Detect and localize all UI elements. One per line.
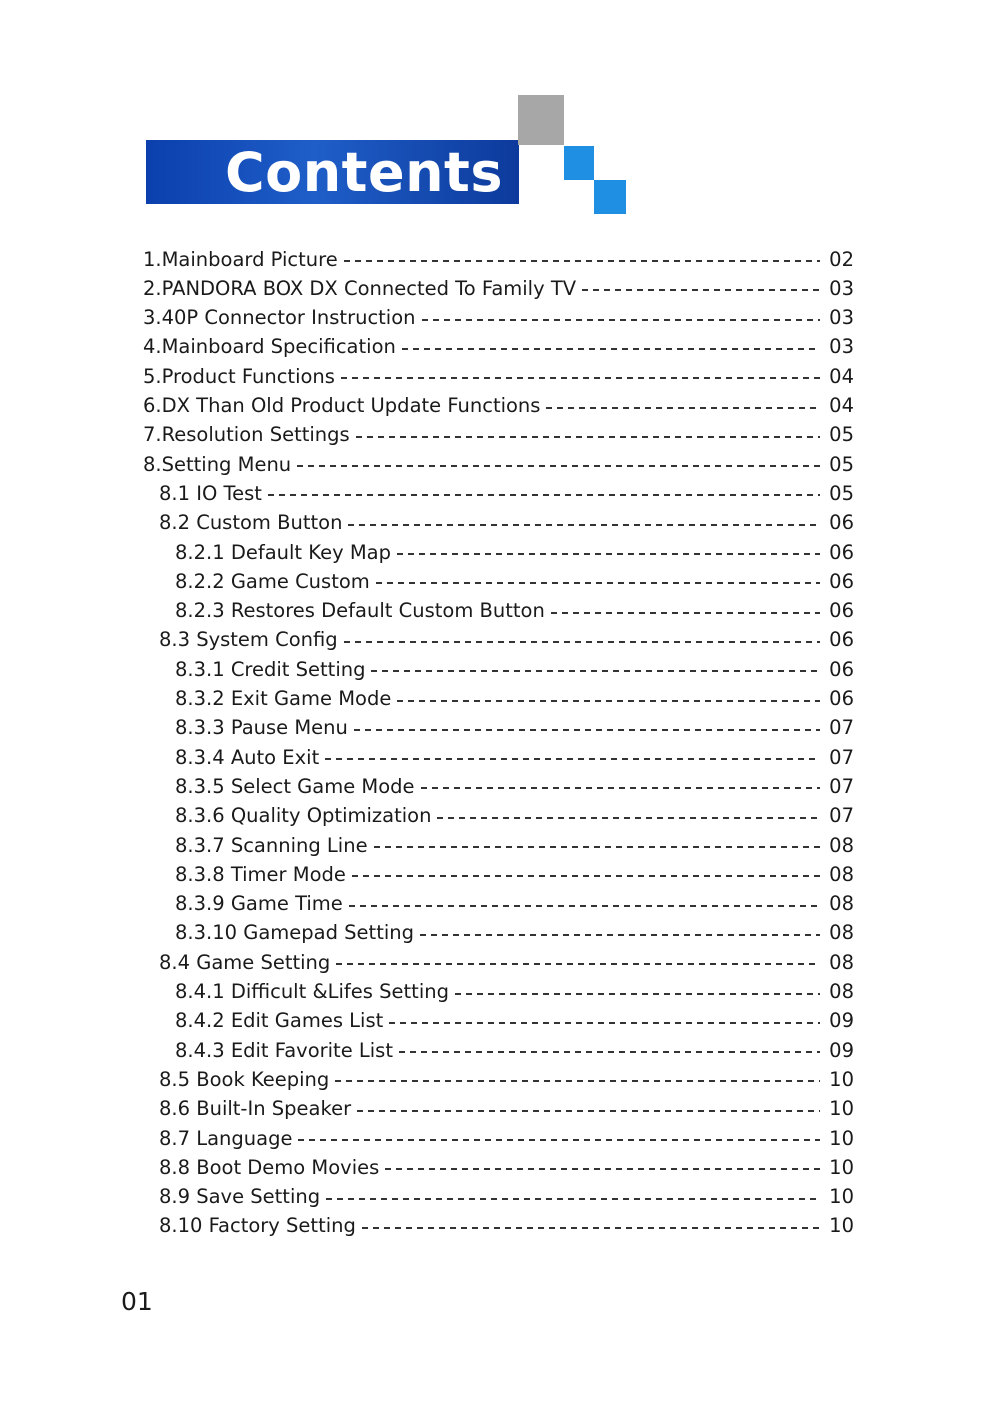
toc-dot-leader <box>402 348 820 350</box>
toc-entry[interactable] <box>0 830 1000 860</box>
toc-entry-label: 8.3.5 Select Game Mode <box>175 774 415 798</box>
toc-dot-leader <box>348 524 820 526</box>
toc-entry[interactable] <box>0 244 1000 274</box>
toc-entry[interactable] <box>0 1006 1000 1036</box>
toc-dot-leader <box>420 934 820 936</box>
toc-entry[interactable] <box>0 1211 1000 1241</box>
toc-entry-page: 10 <box>829 1126 854 1150</box>
toc-entry-label: 8.4.3 Edit Favorite List <box>175 1038 393 1062</box>
toc-entry-page: 09 <box>829 1038 854 1062</box>
toc-entry[interactable] <box>0 947 1000 977</box>
toc-entry-label: 8.4.2 Edit Games List <box>175 1009 384 1033</box>
toc-entry-page: 09 <box>829 1009 854 1033</box>
toc-entry-page: 06 <box>829 687 854 710</box>
toc-entry-label: 8.2.1 Default Key Map <box>175 540 391 564</box>
toc-entry[interactable] <box>0 1035 1000 1065</box>
toc-entry-page: 05 <box>829 452 854 476</box>
toc-entry[interactable] <box>0 1152 1000 1182</box>
toc-dot-leader <box>397 553 820 555</box>
toc-entry-label: 8.3 System Config <box>159 628 338 652</box>
toc-dot-leader <box>352 875 820 877</box>
toc-dot-leader <box>371 670 820 672</box>
toc-entry-label: 1.Mainboard Picture <box>143 247 338 271</box>
toc-entry-page: 03 <box>829 276 854 300</box>
toc-dot-leader <box>325 758 820 760</box>
toc-dot-leader <box>455 993 820 995</box>
toc-entry[interactable] <box>0 1064 1000 1094</box>
toc-entry[interactable] <box>0 713 1000 743</box>
toc-entry-label: 8.3.6 Quality Optimization <box>175 804 432 828</box>
toc-entry[interactable] <box>0 508 1000 538</box>
toc-dot-leader <box>546 407 820 409</box>
toc-entry-page: 05 <box>829 423 854 447</box>
toc-entry[interactable] <box>0 596 1000 626</box>
toc-dot-leader <box>356 436 820 438</box>
toc-entry[interactable] <box>0 1182 1000 1212</box>
toc-entry-page: 04 <box>829 394 854 417</box>
toc-entry[interactable] <box>0 303 1000 333</box>
toc-entry-page: 07 <box>829 716 854 740</box>
toc-entry-label: 8.2.3 Restores Default Custom Button <box>175 599 545 623</box>
toc-dot-leader <box>582 289 820 291</box>
toc-entry-label: 8.10 Factory Setting <box>159 1214 356 1238</box>
toc-entry[interactable] <box>0 684 1000 714</box>
toc-entry-label: 8.8 Boot Demo Movies <box>159 1155 380 1179</box>
toc-entry-page: 06 <box>829 569 854 593</box>
toc-dot-leader <box>344 641 820 643</box>
toc-dot-leader <box>422 319 820 321</box>
toc-entry[interactable] <box>0 361 1000 391</box>
toc-entry-label: 8.4.1 Difficult &Lifes Setting <box>175 980 449 1003</box>
toc-entry-page: 08 <box>829 921 854 945</box>
toc-dot-leader <box>357 1110 820 1112</box>
toc-entry-label: 4.Mainboard Specification <box>143 335 396 359</box>
toc-entry[interactable] <box>0 420 1000 450</box>
toc-entry-page: 06 <box>829 628 854 652</box>
toc-dot-leader <box>437 817 820 819</box>
toc-entry-page: 07 <box>829 745 854 769</box>
toc-entry-label: 8.3.3 Pause Menu <box>175 716 348 740</box>
contents-banner <box>146 140 519 204</box>
toc-dot-leader <box>349 905 820 907</box>
toc-dot-leader <box>298 1139 820 1141</box>
toc-entry-page: 06 <box>829 657 854 681</box>
toc-entry[interactable] <box>0 566 1000 596</box>
toc-entry-page: 08 <box>829 862 854 886</box>
toc-dot-leader <box>385 1168 820 1170</box>
toc-entry-label: 2.PANDORA BOX DX Connected To Family TV <box>143 276 577 300</box>
toc-entry[interactable] <box>0 889 1000 919</box>
toc-dot-leader <box>397 700 820 702</box>
toc-entry[interactable] <box>0 918 1000 948</box>
toc-entry-page: 10 <box>829 1214 854 1238</box>
toc-entry-page: 05 <box>829 481 854 505</box>
toc-entry-page: 03 <box>829 306 854 330</box>
toc-entry-page: 03 <box>829 335 854 359</box>
toc-entry-page: 08 <box>829 833 854 857</box>
toc-entry-page: 06 <box>829 511 854 535</box>
toc-entry[interactable] <box>0 771 1000 801</box>
toc-entry-page: 04 <box>829 364 854 388</box>
toc-dot-leader <box>389 1022 820 1024</box>
decorative-blue-square <box>564 146 594 180</box>
toc-dot-leader <box>341 377 820 379</box>
toc-dot-leader <box>268 494 820 496</box>
toc-entry-page: 08 <box>829 980 854 1003</box>
toc-entry-label: 8.3.1 Credit Setting <box>175 657 366 681</box>
toc-entry-label: 8.3.4 Auto Exit <box>175 745 320 769</box>
toc-dot-leader <box>421 787 820 789</box>
toc-entry[interactable] <box>0 801 1000 831</box>
page-title: Contents <box>224 140 503 204</box>
toc-entry[interactable] <box>0 742 1000 772</box>
toc-entry[interactable] <box>0 654 1000 684</box>
toc-entry-label: 7.Resolution Settings <box>143 423 350 447</box>
toc-entry[interactable] <box>0 1094 1000 1124</box>
decorative-blue-square <box>594 180 626 214</box>
toc-entry-label: 8.3.7 Scanning Line <box>175 833 368 857</box>
toc-entry-label: 8.2 Custom Button <box>159 511 343 535</box>
toc-dot-leader <box>354 729 820 731</box>
toc-entry-label: 8.3.9 Game Time <box>175 892 343 916</box>
toc-entry[interactable] <box>0 977 1000 1007</box>
toc-dot-leader <box>336 963 820 965</box>
toc-dot-leader <box>374 846 820 848</box>
toc-entry-page: 02 <box>829 247 854 271</box>
toc-entry-label: 8.1 IO Test <box>159 481 262 505</box>
toc-entry[interactable] <box>0 391 1000 421</box>
toc-entry-page: 06 <box>829 599 854 623</box>
toc-entry-label: 8.5 Book Keeping <box>159 1067 330 1091</box>
decorative-gray-square <box>518 95 564 145</box>
toc-entry-label: 8.3.2 Exit Game Mode <box>175 687 392 710</box>
toc-dot-leader <box>344 260 820 262</box>
toc-entry-page: 07 <box>829 804 854 828</box>
toc-dot-leader <box>551 612 820 614</box>
toc-entry[interactable] <box>0 859 1000 889</box>
toc-entry-page: 10 <box>829 1067 854 1091</box>
toc-entry[interactable] <box>0 625 1000 655</box>
toc-entry[interactable] <box>0 478 1000 508</box>
toc-dot-leader <box>297 465 820 467</box>
toc-entry-page: 10 <box>829 1155 854 1179</box>
toc-entry-page: 10 <box>829 1185 854 1209</box>
toc-entry[interactable] <box>0 449 1000 479</box>
toc-entry-page: 06 <box>829 540 854 564</box>
toc-entry[interactable] <box>0 537 1000 567</box>
toc-entry-label: 5.Product Functions <box>143 364 335 388</box>
toc-entry-page: 08 <box>829 892 854 916</box>
toc-dot-leader <box>326 1198 820 1200</box>
toc-entry-label: 8.6 Built-In Speaker <box>159 1097 352 1121</box>
toc-entry-label: 8.Setting Menu <box>143 452 292 476</box>
toc-entry-label: 8.3.8 Timer Mode <box>175 862 346 886</box>
page-number: 01 <box>121 1287 153 1316</box>
toc-entry-page: 10 <box>829 1097 854 1121</box>
toc-entry[interactable] <box>0 1123 1000 1153</box>
toc-entry[interactable] <box>0 332 1000 362</box>
toc-entry-label: 8.4 Game Setting <box>159 950 331 974</box>
toc-entry-label: 8.7 Language <box>159 1126 293 1150</box>
toc-entry-page: 07 <box>829 774 854 798</box>
toc-entry-label: 6.DX Than Old Product Update Functions <box>143 394 541 417</box>
toc-dot-leader <box>362 1227 820 1229</box>
toc-entry-label: 8.2.2 Game Custom <box>175 569 370 593</box>
toc-dot-leader <box>376 582 820 584</box>
toc-entry[interactable] <box>0 273 1000 303</box>
toc-dot-leader <box>335 1080 820 1082</box>
toc-entry-page: 08 <box>829 950 854 974</box>
toc-dot-leader <box>399 1051 820 1053</box>
toc-entry-label: 8.9 Save Setting <box>159 1185 321 1209</box>
toc-entry-label: 3.40P Connector Instruction <box>143 306 416 330</box>
toc-entry-label: 8.3.10 Gamepad Setting <box>175 921 414 945</box>
